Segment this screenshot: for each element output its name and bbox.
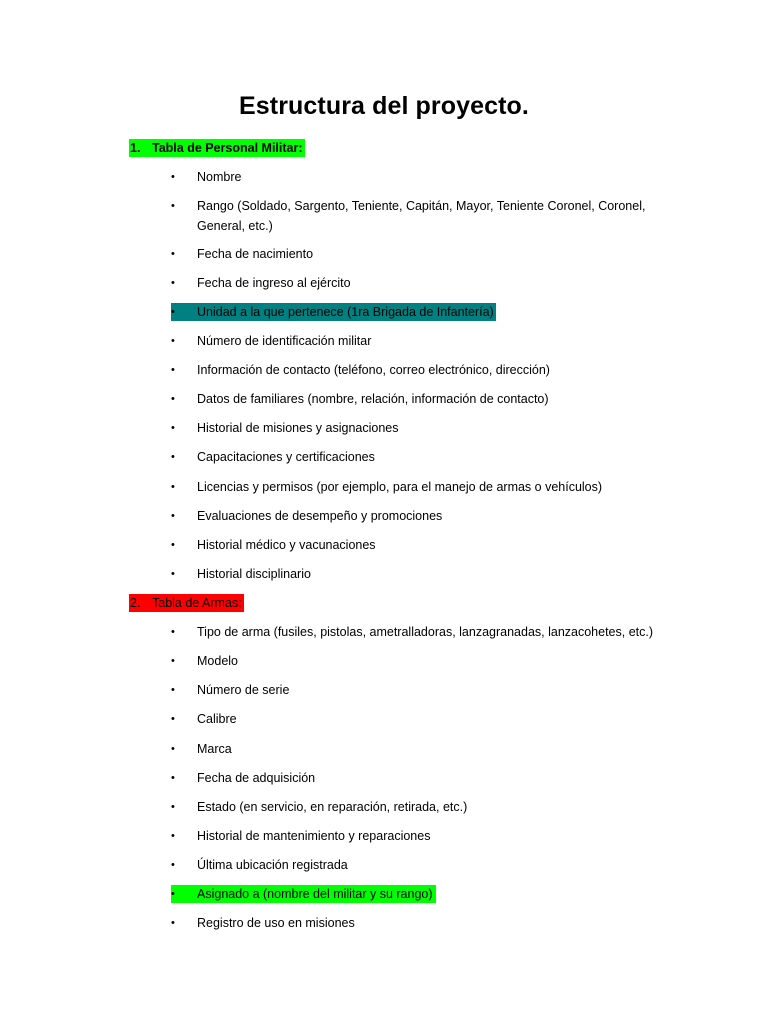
bullet-icon: • — [171, 859, 175, 871]
list-item-text: Nombre — [197, 170, 242, 184]
list-item-text: Datos de familiares (nombre, relación, información de contacto) — [197, 392, 549, 406]
list-item-text: Registro de uso en misiones — [197, 916, 355, 930]
bullet-icon: • — [171, 626, 175, 638]
bullet-icon: • — [171, 713, 175, 725]
bullet-icon: • — [171, 539, 175, 551]
bullet-icon: • — [171, 481, 175, 493]
list-item — [171, 273, 671, 293]
list-item-text: Información de contacto (teléfono, correo electrónico, dirección) — [197, 363, 550, 377]
bullet-icon: • — [171, 364, 175, 376]
list-item-text: Modelo — [197, 654, 238, 668]
list-item — [171, 331, 671, 351]
bullet-icon: • — [171, 335, 175, 347]
list-item — [171, 739, 671, 759]
list-item — [171, 855, 671, 875]
list-item-text: Historial de misiones y asignaciones — [197, 421, 399, 435]
bullet-icon: • — [171, 772, 175, 784]
list-item-text: Estado (en servicio, en reparación, retirada, etc.) — [197, 800, 468, 814]
list-item-text: Unidad a la que pertenece (1ra Brigada de Infantería) — [197, 305, 494, 319]
bullet-icon: • — [171, 248, 175, 260]
list-item-text: Historial de mantenimiento y reparaciones — [197, 829, 431, 843]
section-heading-highlight — [129, 139, 305, 157]
bullet-icon: • — [171, 830, 175, 842]
bullet-icon: • — [171, 510, 175, 522]
list-item-text: Número de serie — [197, 683, 290, 697]
bullet-icon: • — [171, 801, 175, 813]
bullet-icon: • — [171, 306, 175, 318]
list-item — [171, 564, 671, 584]
list-item — [171, 913, 671, 933]
list-item-text: Tipo de arma (fusiles, pistolas, ametralladoras, lanzagranadas, lanzacohetes, etc.) — [197, 625, 654, 639]
bullet-icon: • — [171, 655, 175, 667]
list-item-text: Asignado a (nombre del militar y su rango) — [197, 887, 433, 901]
bullet-icon: • — [171, 888, 175, 900]
list-item — [171, 418, 671, 438]
bullet-icon: • — [171, 568, 175, 580]
bullet-icon: • — [171, 684, 175, 696]
list-item-text: Capacitaciones y certificaciones — [197, 450, 375, 464]
list-item — [171, 447, 671, 467]
list-item-text: Rango (Soldado, Sargento, Teniente, Capitán, Mayor, Teniente Coronel, Coronel, General, etc.) — [197, 199, 646, 233]
list-item-highlighted — [171, 302, 671, 322]
bullet-icon: • — [171, 422, 175, 434]
bullet-icon: • — [171, 171, 175, 183]
list-item-text: Licencias y permisos (por ejemplo, para el manejo de armas o vehículos) — [197, 480, 603, 494]
section-title: Tabla de Armas: — [152, 596, 242, 610]
bullet-icon: • — [171, 451, 175, 463]
list-item — [171, 826, 671, 846]
list-item-text: Marca — [197, 742, 232, 756]
document-title: Estructura del proyecto. — [239, 92, 529, 120]
list-item — [171, 709, 671, 729]
list-item — [171, 622, 671, 642]
list-item — [171, 389, 671, 409]
section-heading-armas — [129, 594, 244, 612]
list-item-text: Fecha de ingreso al ejército — [197, 276, 351, 290]
list-item — [171, 167, 671, 187]
list-item-text: Historial médico y vacunaciones — [197, 538, 376, 552]
section-heading-highlight — [129, 594, 244, 612]
list-item — [171, 196, 671, 236]
list-item — [171, 797, 671, 817]
list-item — [171, 768, 671, 788]
list-item-text: Fecha de adquisición — [197, 771, 316, 785]
bullet-icon: • — [171, 200, 175, 212]
list-item — [171, 360, 671, 380]
bullet-icon: • — [171, 393, 175, 405]
list-item-text: Evaluaciones de desempeño y promociones — [197, 509, 443, 523]
list-item-text: Historial disciplinario — [197, 567, 311, 581]
section-title: Tabla de Personal Militar: — [152, 141, 303, 155]
list-item-highlighted — [171, 884, 671, 904]
list-item-text: Última ubicación registrada — [197, 858, 348, 872]
list-item — [171, 535, 671, 555]
list-item-text: Calibre — [197, 712, 237, 726]
list-item-text: Fecha de nacimiento — [197, 247, 314, 261]
list-item — [171, 680, 671, 700]
list-item — [171, 651, 671, 671]
bullet-icon: • — [171, 277, 175, 289]
section-number: 1. — [130, 141, 141, 155]
list-item — [171, 244, 671, 264]
bullet-icon: • — [171, 743, 175, 755]
section-number: 2. — [130, 596, 141, 610]
list-item — [171, 477, 671, 497]
list-item — [171, 506, 671, 526]
section-heading-personal — [129, 139, 305, 157]
list-item-text: Número de identificación militar — [197, 334, 372, 348]
bullet-icon: • — [171, 917, 175, 929]
